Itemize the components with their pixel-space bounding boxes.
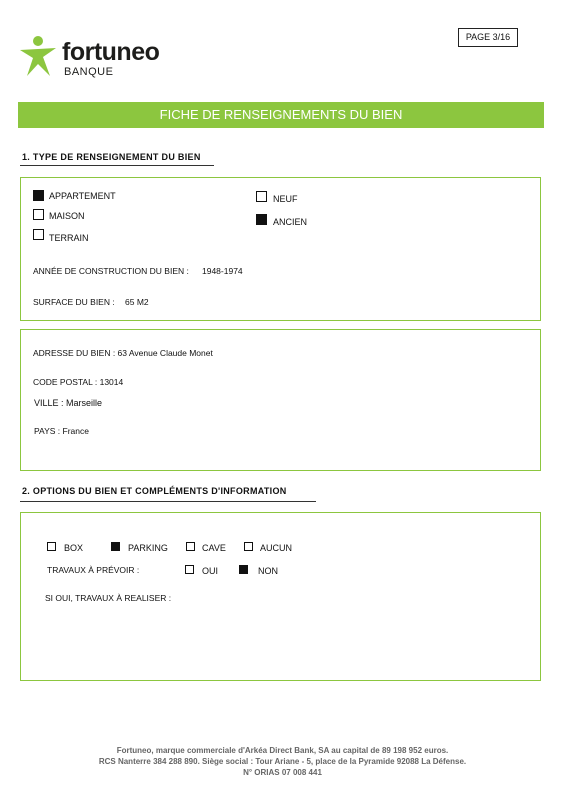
maison-label: MAISON: [49, 211, 85, 221]
appartement-label: APPARTEMENT: [49, 191, 116, 201]
section-2-title: 2. OPTIONS DU BIEN ET COMPLÉMENTS D'INFORMATION: [22, 486, 287, 496]
country: PAYS : France: [34, 426, 89, 436]
construction-year-label: ANNÉE DE CONSTRUCTION DU BIEN :: [33, 266, 189, 276]
works-oui-label: OUI: [202, 566, 219, 576]
neuf-label: NEUF: [273, 194, 298, 204]
box-checkbox[interactable]: [47, 542, 56, 551]
appartement-checkbox[interactable]: [33, 190, 44, 201]
terrain-label: TERRAIN: [49, 233, 89, 243]
box-label: BOX: [64, 543, 84, 553]
works-label: TRAVAUX À PRÉVOIR :: [47, 565, 140, 575]
footer-line-1: Fortuneo, marque commerciale d'Arkéa Direct Bank, SA au capital de 89 198 952 euros.: [116, 746, 449, 755]
neuf-checkbox[interactable]: [256, 191, 267, 202]
parking-checkbox[interactable]: [111, 542, 120, 551]
terrain-checkbox[interactable]: [33, 229, 44, 240]
page-number: PAGE 3/16: [458, 28, 518, 47]
construction-year-value: 1948-1974: [202, 266, 243, 276]
ancien-checkbox[interactable]: [256, 214, 267, 225]
cave-checkbox[interactable]: [186, 542, 195, 551]
cave-label: CAVE: [202, 543, 226, 553]
ancien-label: ANCIEN: [273, 217, 308, 227]
city: VILLE : Marseille: [34, 398, 103, 408]
page-title: FICHE DE RENSEIGNEMENTS DU BIEN: [18, 102, 544, 128]
star-logo-icon: [18, 34, 58, 78]
surface-label: SURFACE DU BIEN :: [33, 297, 115, 307]
works-detail-label: SI OUI, TRAVAUX À REALISER :: [45, 593, 172, 603]
footer-line-3: N° ORIAS 07 008 441: [243, 768, 322, 777]
postal-code: CODE POSTAL : 13014: [33, 377, 124, 387]
aucun-label: AUCUN: [260, 543, 293, 553]
works-oui-checkbox[interactable]: [185, 565, 194, 574]
brand-subtitle: BANQUE: [64, 66, 114, 78]
works-non-checkbox[interactable]: [239, 565, 248, 574]
address-line: ADRESSE DU BIEN : 63 Avenue Claude Monet: [33, 348, 213, 358]
footer-line-2: RCS Nanterre 384 288 890. Siège social : Tour Ariane - 5, place de la Pyramide 92088 La Défense.: [98, 757, 467, 766]
works-non-label: NON: [258, 566, 278, 576]
section-2-rule: [20, 501, 316, 502]
aucun-checkbox[interactable]: [244, 542, 253, 551]
section-1-title: 1. TYPE DE RENSEIGNEMENT DU BIEN: [22, 152, 201, 162]
section-1-rule: [20, 165, 214, 166]
surface-value: 65 M2: [125, 297, 149, 307]
parking-label: PARKING: [128, 543, 168, 553]
maison-checkbox[interactable]: [33, 209, 44, 220]
brand-name: fortuneo: [62, 38, 160, 66]
